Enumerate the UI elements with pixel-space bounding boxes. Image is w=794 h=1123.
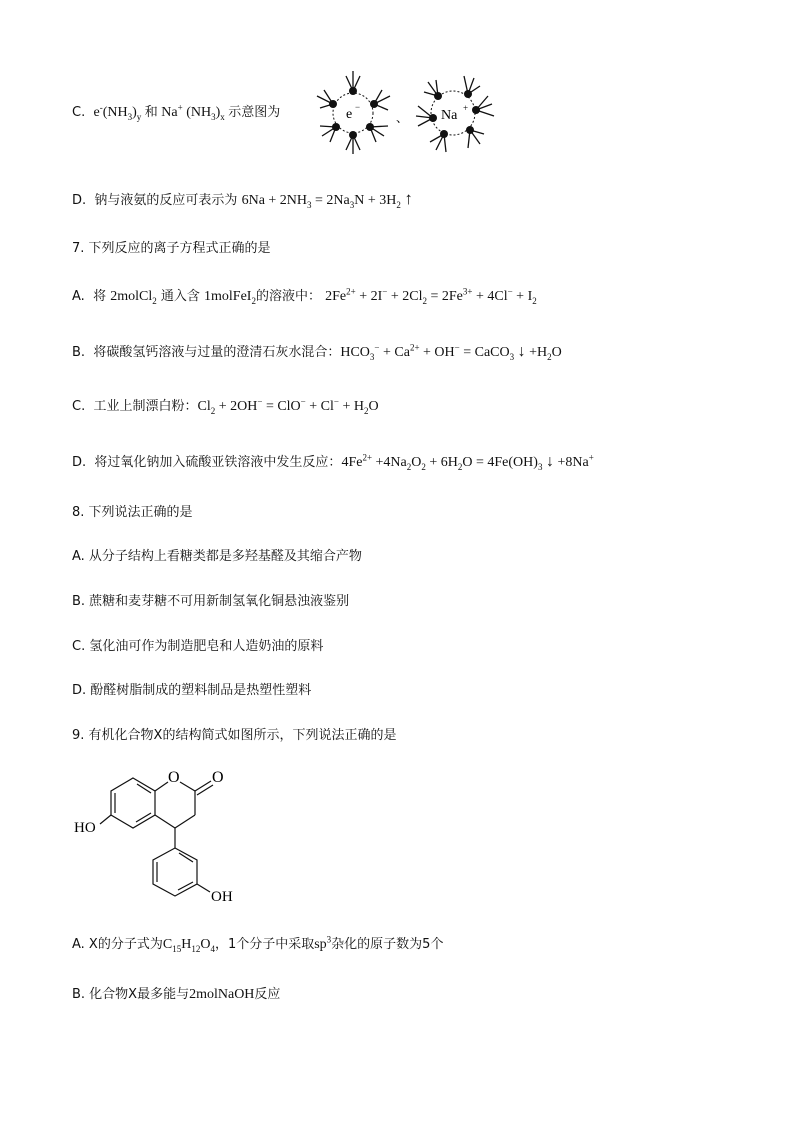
svg-text:+: + [463, 103, 469, 113]
solvated-sodium-cluster [416, 76, 494, 152]
option-c-top: C. $e^-(NH_3)_y$ 和 Na+ $(NH_3)_x$ 示意图为 [72, 102, 281, 122]
q7-option-a: A. 将 2molCl$_2$ 通入含 1molFeI$_2$的溶液中： $2Fe^{2+} + 2I^- + 2Cl_2 = 2Fe^{3+} + 4Cl^- + I_2$ [72, 286, 537, 306]
svg-text:−: − [355, 102, 361, 112]
solvated-ion-diagram [308, 66, 508, 160]
q8-option-b: B. 蔗糖和麦芽糖不可用新制氢氧化铜悬浊液鉴别 [72, 594, 350, 609]
svg-text:Na: Na [441, 108, 458, 123]
question-7-stem: 7. 下列反应的离子方程式正确的是 [72, 241, 271, 256]
q8-option-d: D. 酚醛树脂制成的塑料制品是热塑性塑料 [72, 683, 312, 698]
formula-na-nh3-reaction: $6Na + 2NH_3 = 2Na_3N + 3H_2$ ↑ [241, 189, 413, 210]
q7-option-b: B. 将碳酸氢钙溶液与过量的澄清石灰水混合：$HCO_3^- + Ca^{2+} + OH^-$ = CaCO$_3$ ↓ $+H_2O$ [72, 342, 562, 362]
formula-na-nh3: Na+ $(NH_3)_x$ [161, 102, 225, 122]
question-9-stem: 9. 有机化合物X的结构简式如图所示，下列说法正确的是 [72, 728, 397, 743]
q9-option-a: A. X的分子式为$C_{15}H_{12}O_4$，1个分子中采取$sp^3$杂化的原子数为5个 [72, 934, 444, 954]
svg-text:e: e [346, 107, 353, 122]
svg-text:、: 、 [396, 111, 409, 125]
carbonyl-oxygen-label: O [212, 769, 224, 786]
question-8-stem: 8. 下列说法正确的是 [72, 505, 193, 520]
hydroxyl-label-left: HO [74, 820, 96, 836]
solvated-electron-cluster [317, 71, 390, 154]
q7-option-c: C. 工业上制漂白粉：$Cl_2 + 2OH^- = ClO^- + Cl^- + H_2O$ [72, 396, 379, 416]
formula-e-nh3: $e^-(NH_3)_y$ [93, 102, 142, 122]
ring-oxygen-label: O [168, 769, 180, 786]
option-d-top: D. 钠与液氨的反应可表示为 $6Na + 2NH_3 = 2Na_3N + 3H_2$ ↑ [72, 189, 413, 210]
q8-option-a: A. 从分子结构上看糖类都是多羟基醛及其缩合产物 [72, 549, 362, 564]
hydroxyl-label-right: OH [211, 889, 233, 905]
q7-option-d: D. 将过氧化钠加入硫酸亚铁溶液中发生反应：$4Fe^{2+} +4Na_2O_2 + 6H_2O = 4Fe(OH)_3$ ↓ +8Na+ [72, 452, 594, 472]
q9-option-b: B. 化合物X最多能与2molNaOH反应 [72, 987, 281, 1002]
compound-x-structure [70, 760, 270, 910]
q8-option-c: C. 氢化油可作为制造肥皂和人造奶油的原料 [72, 639, 324, 654]
